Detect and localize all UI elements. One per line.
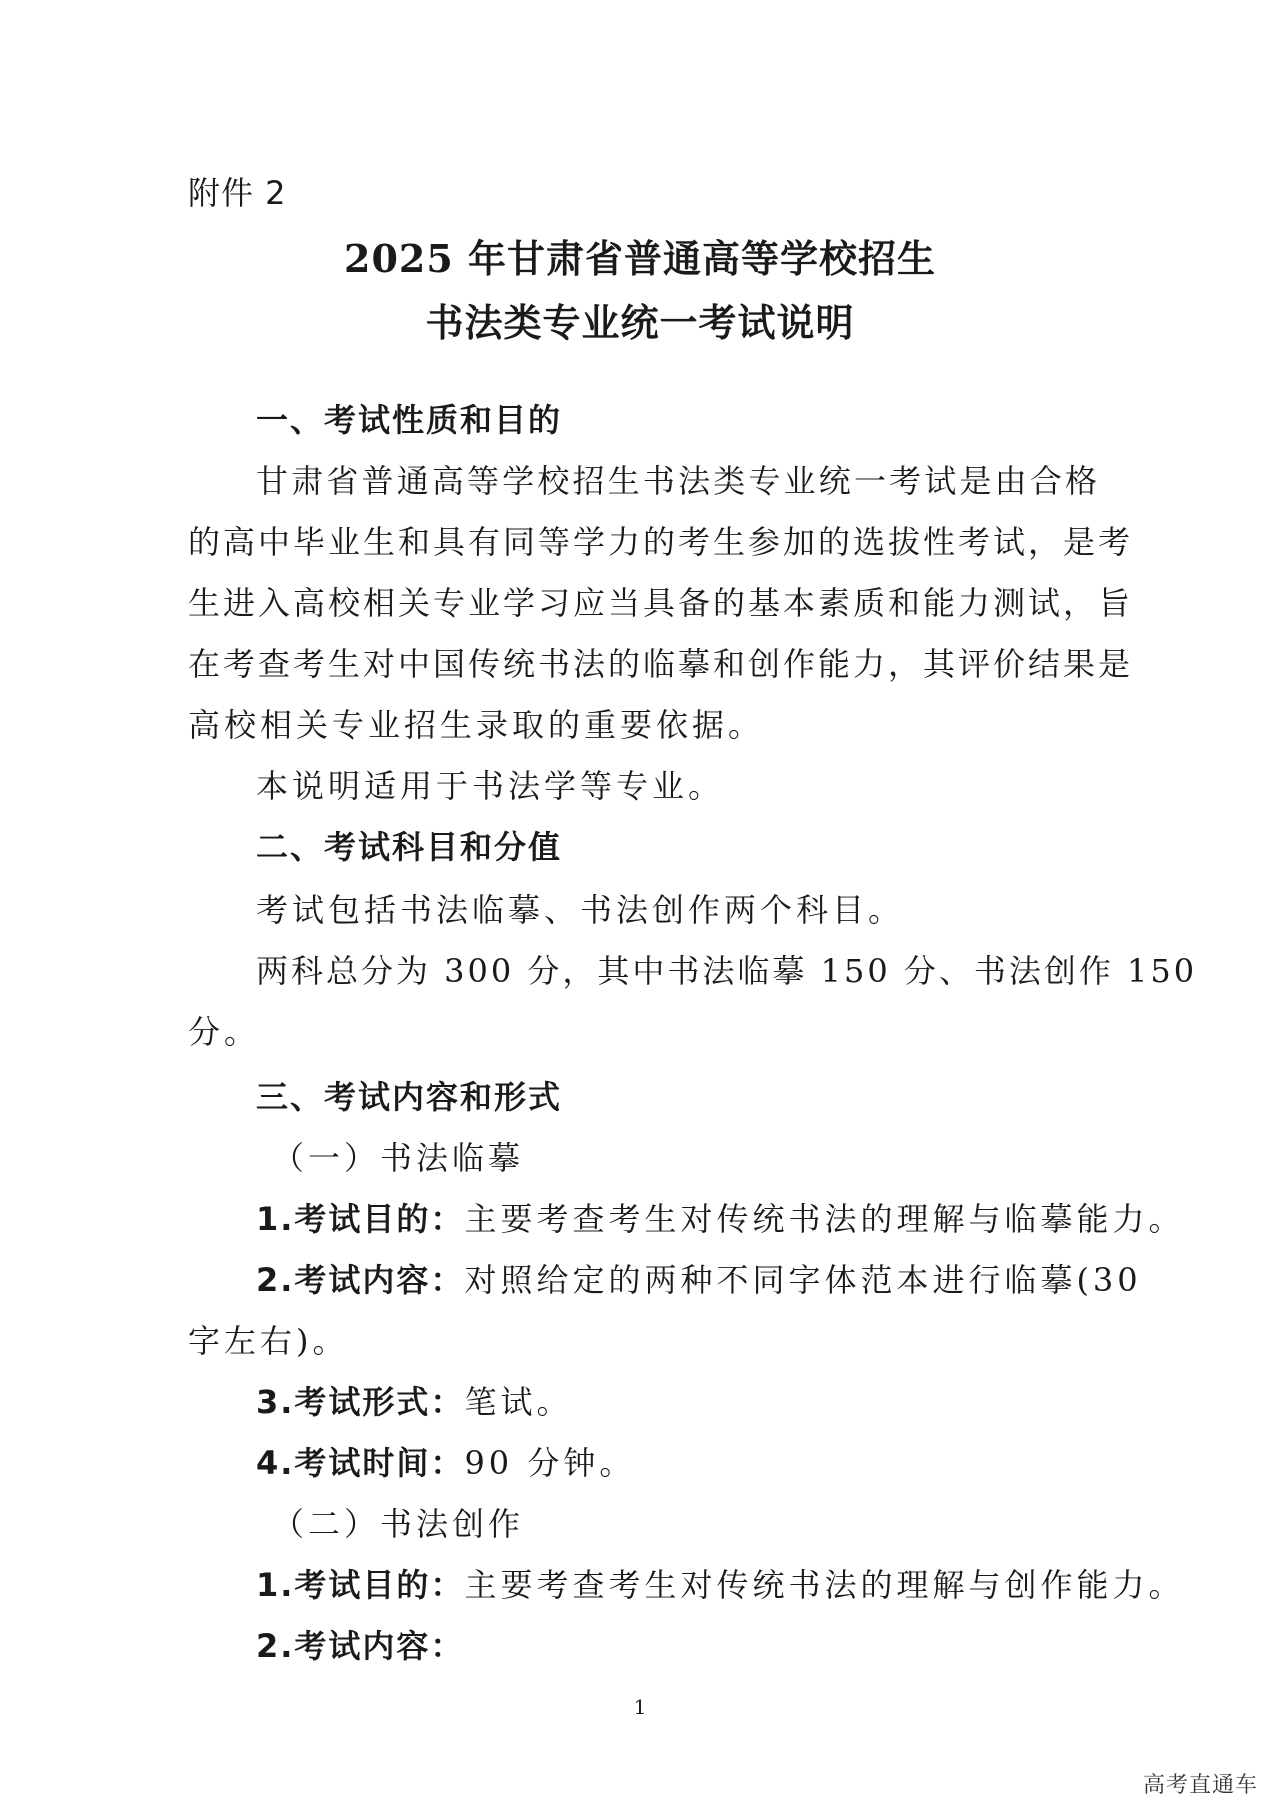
sub1-item4 — [256, 1438, 635, 1484]
sub1-item3-lead: 3.考试形式： — [256, 1383, 465, 1421]
sub1-item2 — [256, 1255, 1142, 1301]
sub2-item2-lead: 2.考试内容： — [256, 1627, 465, 1665]
document-title-line2: 书法类专业统一考试说明 — [425, 300, 855, 345]
section3-sub1-heading: （一）书法临摹 — [272, 1139, 525, 1177]
sub2-item1-text: 主要考查考生对传统书法的理解与创作能力。 — [464, 1566, 1185, 1604]
section1-paragraph-line: 甘肃省普通高等学校招生书法类专业统一考试是由合格 — [256, 462, 1100, 500]
section1-paragraph-scope: 本说明适用于书法学等专业。 — [256, 767, 725, 805]
sub1-item3-text: 笔试。 — [464, 1383, 573, 1421]
sub1-item1 — [256, 1194, 1184, 1240]
sub2-item2 — [256, 1621, 464, 1667]
sub1-item2-cont: 字左右)。 — [188, 1322, 349, 1360]
sub1-item2-lead: 2.考试内容： — [256, 1261, 465, 1299]
sub1-item1-text: 主要考查考生对传统书法的理解与临摹能力。 — [464, 1200, 1185, 1238]
sub1-item2-text: 对照给定的两种不同字体范本进行临摹(30 — [464, 1261, 1142, 1299]
section1-heading: 一、考试性质和目的 — [256, 401, 563, 439]
section1-paragraph-line: 在考查考生对中国传统书法的临摹和创作能力，其评价结果是 — [188, 645, 1134, 683]
section3-sub2-heading: （二）书法创作 — [272, 1505, 525, 1543]
section2-paragraph-scores: 两科总分为 300 分，其中书法临摹 150 分、书法创作 150 — [256, 952, 1198, 990]
section2-paragraph-scores-cont: 分。 — [188, 1013, 261, 1051]
section1-paragraph-line: 高校相关专业招生录取的重要依据。 — [188, 706, 765, 744]
sub1-item4-text: 90 分钟。 — [464, 1444, 636, 1482]
page-number: 1 — [633, 1695, 647, 1719]
attachment-label: 附件 2 — [188, 174, 287, 212]
section3-heading: 三、考试内容和形式 — [256, 1078, 563, 1116]
section1-paragraph-line: 的高中毕业生和具有同等学力的考生参加的选拔性考试，是考 — [188, 523, 1134, 561]
sub1-item3 — [256, 1377, 572, 1423]
sub2-item1 — [256, 1560, 1184, 1606]
sub2-item1-lead: 1.考试目的： — [256, 1566, 465, 1604]
sub1-item1-lead: 1.考试目的： — [256, 1200, 465, 1238]
sub1-item4-lead: 4.考试时间： — [256, 1444, 465, 1482]
source-watermark: 高考直通车 — [1142, 1773, 1258, 1798]
section2-paragraph-subjects: 考试包括书法临摹、书法创作两个科目。 — [256, 891, 905, 929]
section2-heading: 二、考试科目和分值 — [256, 828, 563, 866]
document-title-line1: 2025 年甘肃省普通高等学校招生 — [344, 236, 936, 281]
section1-paragraph-line: 生进入高校相关专业学习应当具备的基本素质和能力测试，旨 — [188, 584, 1134, 622]
